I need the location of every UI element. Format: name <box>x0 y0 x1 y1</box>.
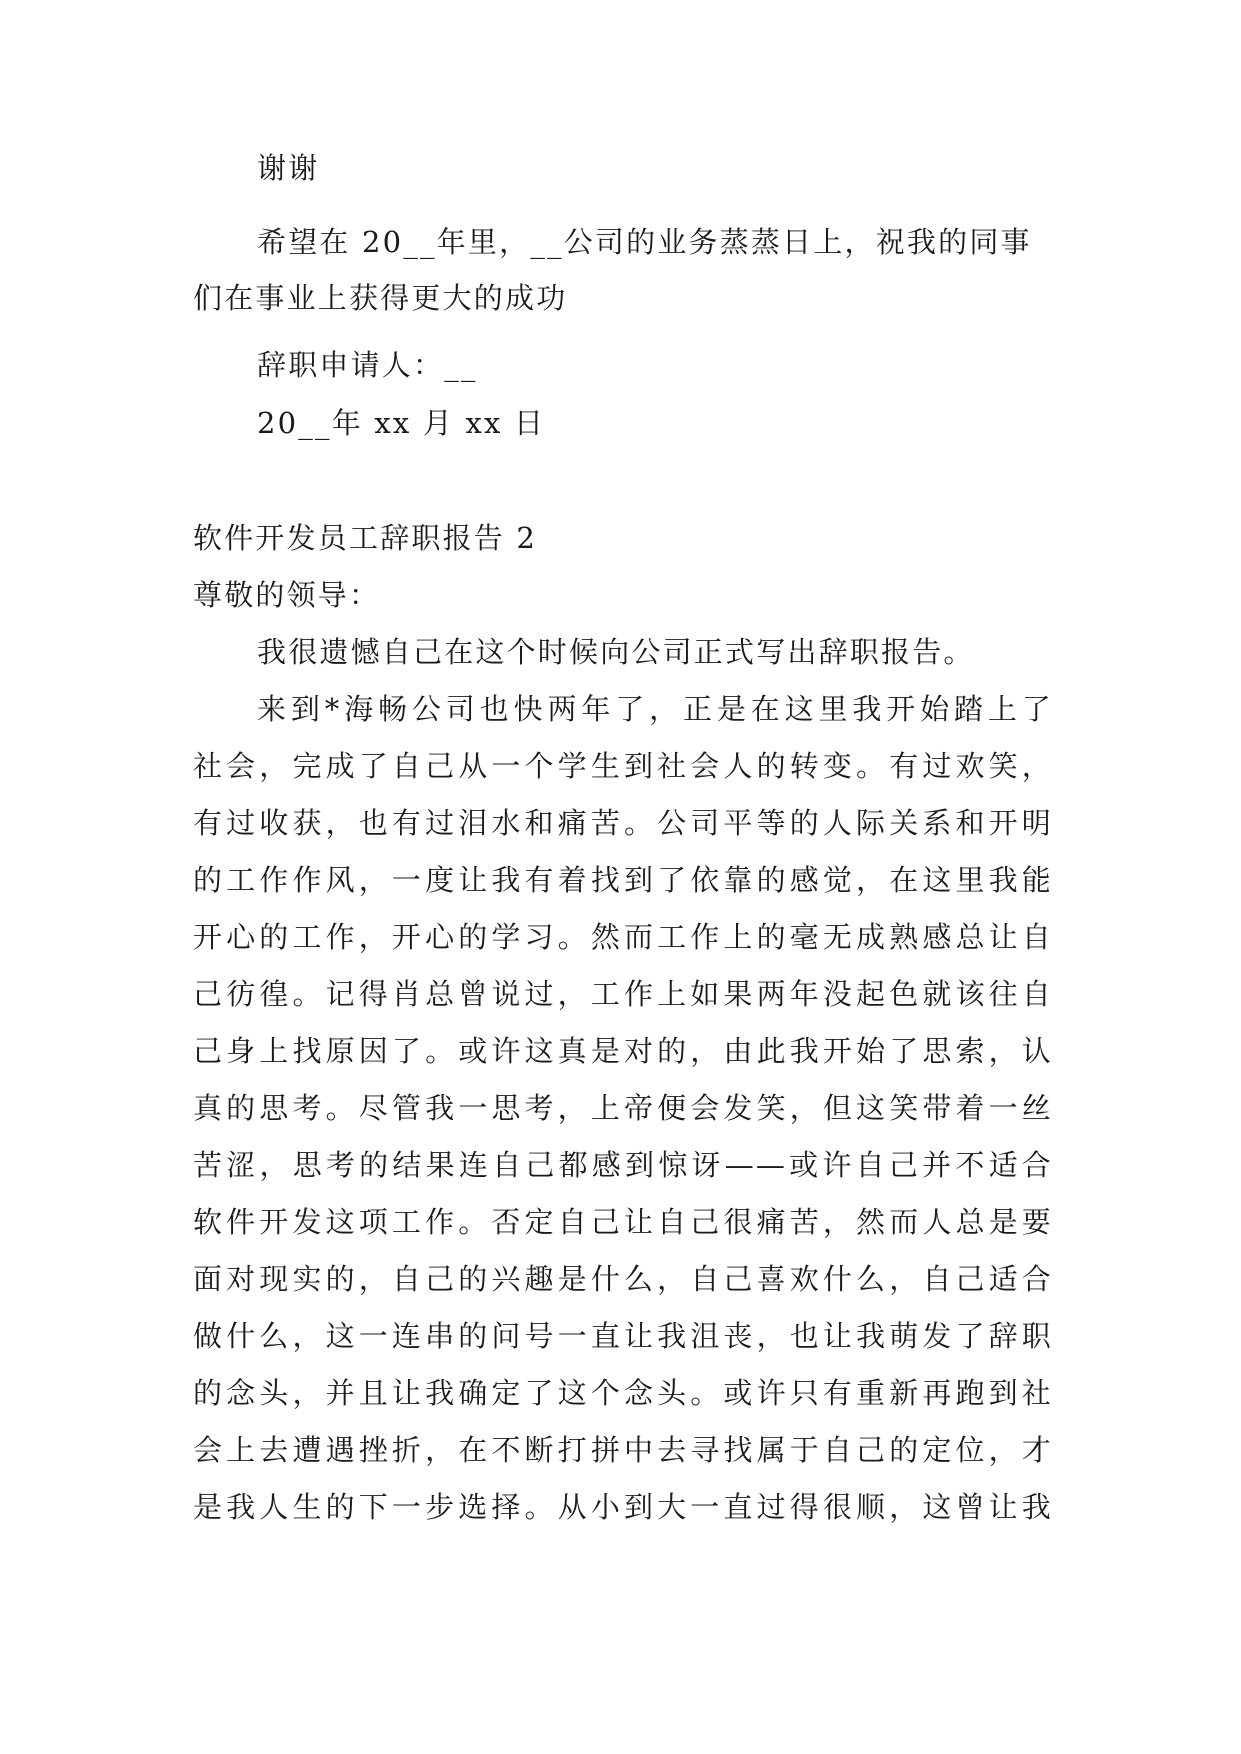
paragraph-2-line: 社会，完成了自己从一个学生到社会人的转变。有过欢笑， <box>193 749 1053 783</box>
paragraph-2-line: 的工作作风，一度让我有着找到了依靠的感觉，在这里我能 <box>193 863 1053 897</box>
salutation: 尊敬的领导： <box>193 578 381 612</box>
paragraph-2-line: 是我人生的下一步选择。从小到大一直过得很顺，这曾让我 <box>193 1490 1053 1524</box>
paragraph-2-line: 真的思考。尽管我一思考，上帝便会发笑，但这笑带着一丝 <box>193 1091 1053 1125</box>
date-line: 20__年 xx 月 xx 日 <box>257 406 546 440</box>
paragraph-2-line: 会上去遭遇挫折，在不断打拼中去寻找属于自己的定位，才 <box>193 1433 1053 1467</box>
closing-thanks: 谢谢 <box>257 151 320 185</box>
paragraph-1: 我很遗憾自己在这个时候向公司正式写出辞职报告。 <box>257 635 975 669</box>
paragraph-2-line: 软件开发这项工作。否定自己让自己很痛苦，然而人总是要 <box>193 1205 1053 1239</box>
paragraph-2-line: 己彷徨。记得肖总曾说过，工作上如果两年没起色就该往自 <box>193 977 1053 1011</box>
closing-wish-line-2: 们在事业上获得更大的成功 <box>193 281 568 315</box>
paragraph-2-line: 的念头，并且让我确定了这个念头。或许只有重新再跑到社 <box>193 1376 1053 1410</box>
applicant-line: 辞职申请人：__ <box>257 348 478 382</box>
paragraph-2-line: 开心的工作，开心的学习。然而工作上的毫无成熟感总让自 <box>193 920 1053 954</box>
paragraph-2-line: 做什么，这一连串的问号一直让我沮丧，也让我萌发了辞职 <box>193 1319 1053 1353</box>
closing-wish-line-1: 希望在 20__年里，__公司的业务蒸蒸日上，祝我的同事 <box>257 225 1032 259</box>
paragraph-2-line: 面对现实的，自己的兴趣是什么，自己喜欢什么，自己适合 <box>193 1262 1053 1296</box>
paragraph-2-line: 苦涩，思考的结果连自己都感到惊讶——或许自己并不适合 <box>193 1148 1053 1182</box>
section-title: 软件开发员工辞职报告 2 <box>193 521 538 555</box>
paragraph-2-line: 有过收获，也有过泪水和痛苦。公司平等的人际关系和开明 <box>193 806 1053 840</box>
paragraph-2-line: 来到*海畅公司也快两年了，正是在这里我开始踏上了 <box>257 692 1053 726</box>
paragraph-2-line: 己身上找原因了。或许这真是对的，由此我开始了思索，认 <box>193 1034 1053 1068</box>
